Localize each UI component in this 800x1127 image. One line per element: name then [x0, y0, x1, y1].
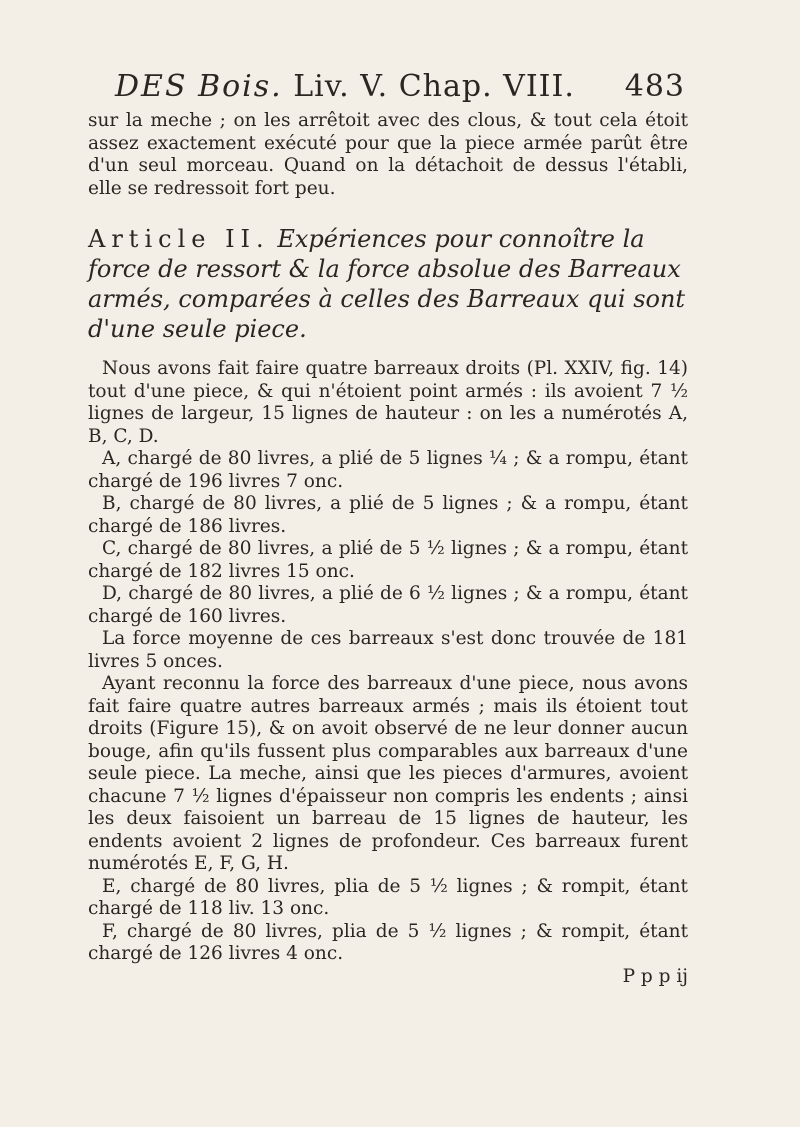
- article-label: Article II.: [88, 225, 270, 253]
- paragraph: E, chargé de 80 livres, plia de 5 ½ lignes ; & rompit, étant chargé de 118 liv. 13 onc.: [88, 875, 688, 919]
- paragraph: D, chargé de 80 livres, a plié de 6 ½ lignes ; & a rompu, étant chargé de 160 livres.: [88, 583, 688, 627]
- paragraph: A, chargé de 80 livres, a plié de 5 lignes ¼ ; & a rompu, étant chargé de 196 livres 7 onc.: [88, 448, 688, 492]
- paragraph-continued: sur la meche ; on les arrêtoit avec des clous, & tout cela étoit assez exactement exécuté pour que la piece armée parût être d'un seul morceau. Quand on la détachoit de dessus l'établi, elle se redressoit fort peu.: [88, 110, 688, 199]
- paragraph: C, chargé de 80 livres, a plié de 5 ½ lignes ; & a rompu, étant chargé de 182 livres 15 onc.: [88, 538, 688, 582]
- paragraph: B, chargé de 80 livres, a plié de 5 lignes ; & a rompu, étant chargé de 186 livres.: [88, 493, 688, 537]
- paragraph: La force moyenne de ces barreaux s'est donc trouvée de 181 livres 5 onces.: [88, 628, 688, 672]
- header-left: DES: [115, 69, 188, 104]
- paragraph: F, chargé de 80 livres, plia de 5 ½ lignes ; & rompit, étant chargé de 126 livres 4 onc.: [88, 920, 688, 964]
- article-heading: [88, 224, 688, 344]
- running-header: [115, 70, 685, 104]
- page-number: 483: [624, 69, 685, 104]
- page-body: [88, 110, 688, 988]
- header-mid: Bois.: [198, 69, 283, 104]
- paragraph: Ayant reconnu la force des barreaux d'une piece, nous avons fait faire quatre autres barreaux armés ; mais ils étoient tout droits (Figure 15), & on avoit observé de ne leur donner aucun bouge, afin qu'ils fussent plus comparables aux barreaux d'une seule piece. La meche, ainsi que les pieces d'armures, avoient chacune 7 ½ lignes d'épaisseur non compris les endents ; ainsi les deux faisoient un barreau de 15 lignes de hauteur, les endents avoient 2 lignes de profondeur. Ces barreaux furent numérotés E, F, G, H.: [88, 673, 688, 874]
- article-title: Expériences pour connoître la force de ressort & la force absolue des Barreaux armés, comparées à celles des Barreaux qui sont d'une seule piece.: [88, 225, 686, 343]
- header-rest: Liv. V. Chap. VIII.: [293, 69, 575, 104]
- paragraph: Nous avons fait faire quatre barreaux droits (Pl. XXIV, fig. 14) tout d'une piece, & qui n'étoient point armés : ils avoient 7 ½ lignes de largeur, 15 lignes de hauteur : on les a numérotés A, B, C, D.: [88, 358, 688, 447]
- signature-mark: P p p ij: [622, 965, 688, 987]
